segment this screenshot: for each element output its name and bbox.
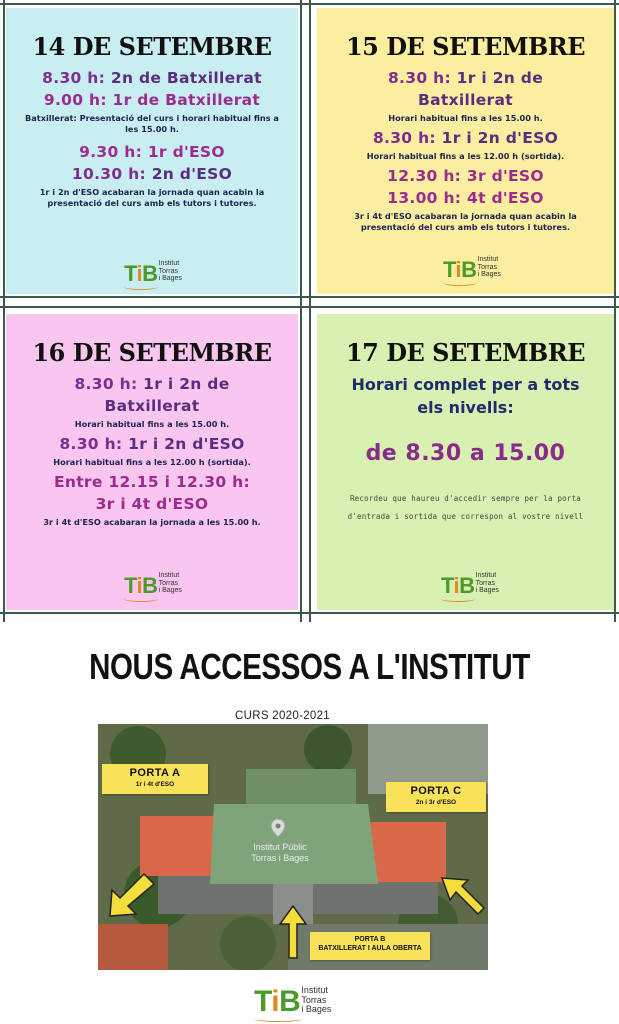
school-logo: TiB Institut Torras i Bages: [441, 572, 499, 597]
schedule-line: 8.30 h: 1r i 2n d'ESO: [59, 435, 245, 453]
grid-line: [300, 0, 302, 622]
schedule-line: 10.30 h: 2n d'ESO: [71, 165, 233, 183]
schedule-line: 8.30 h: 2n de Batxillerat: [42, 69, 262, 87]
school-logo: TiB Institut Torras i Bages: [124, 260, 182, 285]
schedule-line: 8.30 h: 1r i 2n d'ESO: [372, 129, 559, 147]
schedule-line: Entre 12.15 i 12.30 h:: [54, 473, 250, 491]
schedule-note: Horari habitual fins a les 12.00 h (sortida).: [53, 457, 251, 467]
porta-c-label: PORTA C 2n i 3r d'ESO: [386, 782, 486, 812]
schedule-line: 3r i 4t d'ESO: [95, 495, 209, 513]
grid-line: [309, 0, 311, 622]
schedule-line: 8.30 h: 1r i 2n de: [387, 69, 544, 87]
entrance-reminder: Recordeu que haureu d'accedir sempre per la porta d'entrada i sortida que correspon al vostre nivell: [347, 494, 584, 521]
arrow-icon: [278, 904, 308, 960]
course-year: CURS 2020-2021: [235, 710, 330, 722]
panel-title: 15 DE SETEMBRE: [345, 32, 586, 61]
schedule-line: 13.00 h: 4t d'ESO: [387, 189, 544, 207]
full-schedule-time: de 8.30 a 15.00: [365, 441, 566, 466]
schedule-line: 9.00 h: 1r de Batxillerat: [43, 91, 261, 109]
panel-title: 14 DE SETEMBRE: [32, 32, 272, 61]
schedule-note: Horari habitual fins a les 12.00 h (sortida).: [366, 151, 565, 161]
schedule-line: Batxillerat: [104, 397, 200, 415]
schedule-panel-17-setembre: [317, 314, 614, 610]
access-heading: NOUS ACCESSOS A L'INSTITUT: [89, 646, 530, 687]
schedule-note: Horari habitual fins a les 15.00 h.: [388, 113, 543, 123]
arrow-icon: [438, 874, 488, 918]
aerial-map: [98, 724, 488, 970]
building-label: Institut Públic Torras i Bages: [251, 842, 309, 863]
schedule-line: Batxillerat: [418, 91, 513, 109]
panel-title: 17 DE SETEMBRE: [345, 338, 586, 367]
schedule-panel-14-setembre: [6, 8, 298, 294]
schedule-note: 3r i 4t d'ESO acabaran la jornada a les 15.00 h.: [43, 517, 261, 527]
school-logo: TiB Institut Torras i Bages: [254, 986, 331, 1017]
schedule-note: 3r i 4t d'ESO acabaran la jornada quan acabin la presentació del curs amb els tutors i tutores.: [354, 211, 577, 232]
grid-line: [614, 0, 616, 622]
porta-a-label: PORTA A 1r i 4t d'ESO: [102, 764, 208, 794]
schedule-line: 12.30 h: 3r d'ESO: [387, 167, 544, 185]
schedule-note: Batxillerat: Presentació del curs i horari habitual fins a les 15.00 h.: [25, 113, 279, 134]
schedule-panel-15-setembre: [317, 8, 614, 294]
schedule-panel-16-setembre: [6, 314, 298, 610]
schedule-line: 9.30 h: 1r d'ESO: [79, 143, 225, 161]
schedule-note: Horari habitual fins a les 15.00 h.: [74, 419, 230, 429]
schedule-note: 1r i 2n d'ESO acabaran la jornada quan acabin la presentació del curs amb els tutors i tutores.: [39, 187, 265, 208]
arrow-icon: [106, 870, 156, 920]
grid-line: [3, 0, 5, 622]
schedule-line: 8.30 h: 1r i 2n de: [74, 375, 230, 393]
school-logo: TiB Institut Torras i Bages: [124, 572, 182, 597]
map-pin-icon: [270, 818, 286, 838]
porta-b-label: PORTA B BATXILLERAT I AULA OBERTA: [310, 932, 430, 960]
panel-title: 16 DE SETEMBRE: [32, 338, 272, 367]
full-schedule-text: Horari complet per a tots els nivells:: [351, 375, 580, 417]
school-logo: TiB Institut Torras i Bages: [443, 256, 501, 281]
